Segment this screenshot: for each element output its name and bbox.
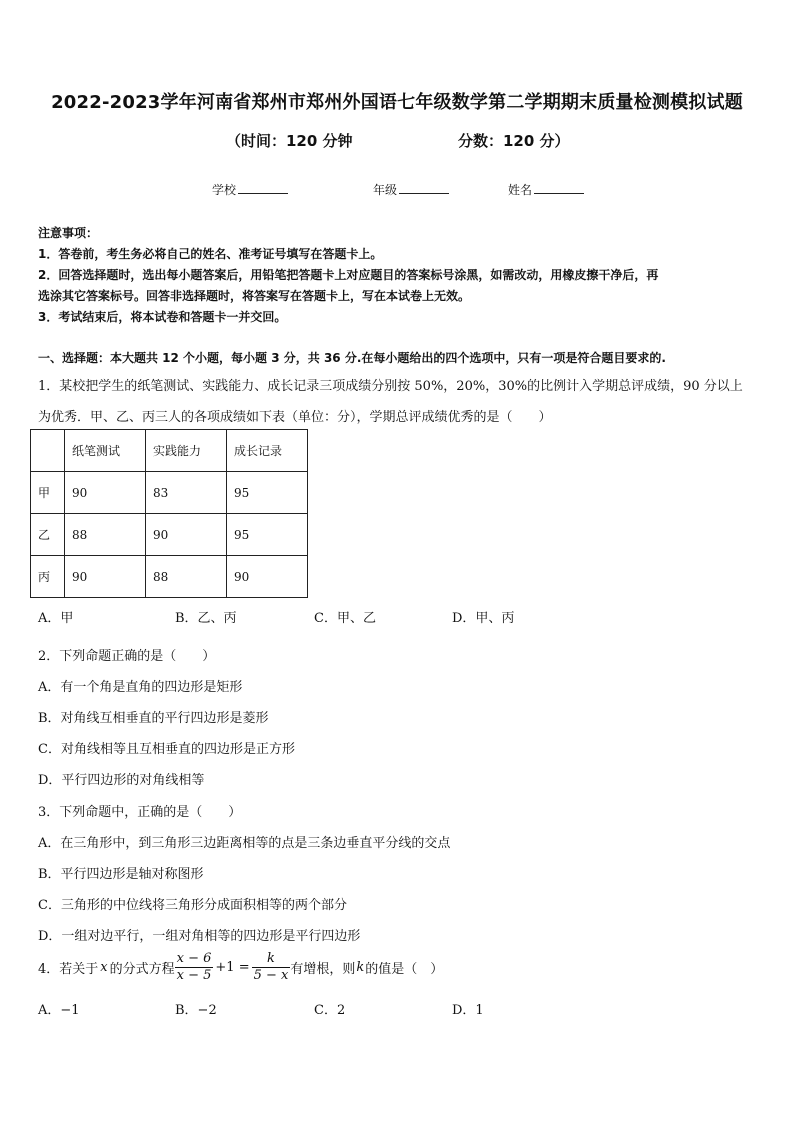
q4-suffix-b: 的值是（ ） <box>365 962 444 977</box>
table-header-cell <box>31 430 65 472</box>
table-cell: 83 <box>146 472 227 514</box>
table-cell: 90 <box>65 556 146 598</box>
q4-fraction-1 <box>175 951 214 984</box>
notes-heading: 注意事项： <box>38 226 99 240</box>
table-header-cell: 实践能力 <box>146 430 227 472</box>
q2-option-b[interactable]: B．对角线互相垂直的平行四边形是菱形 <box>38 711 269 726</box>
table-cell: 丙 <box>31 556 65 598</box>
table-cell: 90 <box>227 556 308 598</box>
q3-stem: 3．下列命题中，正确的是（ ） <box>38 805 242 820</box>
page-title: 2022-2023学年河南省郑州市郑州外国语七年级数学第二学期期末质量检测模拟试题 <box>51 92 743 113</box>
table-cell: 乙 <box>31 514 65 556</box>
q3-option-c[interactable]: C．三角形的中位线将三角形分成面积相等的两个部分 <box>38 898 347 913</box>
q1-option-b[interactable]: B．乙、丙 <box>175 611 237 626</box>
table-cell: 甲 <box>31 472 65 514</box>
q4-option-d[interactable]: D．1 <box>452 1003 484 1018</box>
q1-option-a[interactable]: A．甲 <box>38 611 74 626</box>
q1-option-c[interactable]: C．甲、乙 <box>314 611 376 626</box>
table-row <box>31 556 308 598</box>
q4-mid: 的分式方程 <box>109 962 175 977</box>
exam-time: （时间：120 分钟 <box>226 132 353 150</box>
note-item-3: 3．考试结束后，将本试卷和答题卡一并交回。 <box>38 310 287 324</box>
q1-option-d[interactable]: D．甲、丙 <box>452 611 515 626</box>
grade-field <box>373 181 449 198</box>
name-label: 姓名 <box>508 183 533 197</box>
grade-blank[interactable] <box>399 182 449 194</box>
table-header-row <box>31 430 308 472</box>
table-cell: 95 <box>227 472 308 514</box>
q4-frac1-numerator: x − 6 <box>176 951 212 966</box>
table-cell: 95 <box>227 514 308 556</box>
note-item-2-cont: 选涂其它答案标号。回答非选择题时，将答案写在答题卡上，写在本试卷上无效。 <box>38 289 471 303</box>
section-heading: 一、选择题：本大题共 12 个小题，每小题 3 分，共 36 分.在每小题给出的四个选项中，只有一项是符合题目要求的. <box>38 351 666 365</box>
table-row <box>31 472 308 514</box>
grade-label: 年级 <box>373 183 398 197</box>
q4-frac2-denominator: 5 − x <box>253 968 289 983</box>
name-field <box>508 181 584 198</box>
table-cell: 88 <box>65 514 146 556</box>
q1-stem-line2: 为优秀．甲、乙、丙三人的各项成绩如下表（单位：分），学期总评成绩优秀的是（ ） <box>38 410 552 425</box>
q3-option-a[interactable]: A．在三角形中，到三角形三边距离相等的点是三条边垂直平分线的交点 <box>38 836 451 851</box>
table-header-cell: 纸笔测试 <box>65 430 146 472</box>
table-cell: 90 <box>146 514 227 556</box>
score-table <box>30 429 308 598</box>
school-field <box>212 181 288 198</box>
q2-option-a[interactable]: A．有一个角是直角的四边形是矩形 <box>38 680 243 695</box>
q4-frac1-denominator: x − 5 <box>176 968 212 983</box>
q4-plus-one: +1 = <box>215 960 250 975</box>
q2-option-c[interactable]: C．对角线相等且互相垂直的四边形是正方形 <box>38 742 295 757</box>
name-blank[interactable] <box>534 182 584 194</box>
q4-var-k: k <box>356 960 365 975</box>
table-row <box>31 514 308 556</box>
q4-suffix-a: 有增根，则 <box>290 962 356 977</box>
q3-option-d[interactable]: D．一组对边平行，一组对角相等的四边形是平行四边形 <box>38 929 361 944</box>
q3-option-b[interactable]: B．平行四边形是轴对称图形 <box>38 867 204 882</box>
school-label: 学校 <box>212 183 237 197</box>
note-item-2: 2．回答选择题时，选出每小题答案后，用铅笔把答题卡上对应题目的答案标号涂黑，如需改动，用橡皮擦干净后，再 <box>38 268 659 282</box>
table-header-cell: 成长记录 <box>227 430 308 472</box>
q4-var-x: x <box>100 960 108 975</box>
q4-option-b[interactable]: B．−2 <box>175 1003 217 1018</box>
note-item-1: 1．答卷前，考生务必将自己的姓名、准考证号填写在答题卡上。 <box>38 247 383 261</box>
exam-score: 分数：120 分） <box>458 132 570 150</box>
q1-stem-line1: 1．某校把学生的纸笔测试、实践能力、成长记录三项成绩分别按 50%，20%，30%的比例计入学期总评成绩，90 分以上 <box>38 379 743 394</box>
q2-stem: 2．下列命题正确的是（ ） <box>38 649 216 664</box>
school-blank[interactable] <box>238 182 288 194</box>
q2-option-d[interactable]: D．平行四边形的对角线相等 <box>38 773 205 788</box>
q4-option-a[interactable]: A．−1 <box>38 1003 80 1018</box>
q4-prefix: 4．若关于 <box>38 962 99 977</box>
q4-frac2-numerator: k <box>252 951 291 968</box>
q4-fraction-2 <box>252 951 291 984</box>
table-cell: 88 <box>146 556 227 598</box>
q4-stem <box>38 951 443 984</box>
table-cell: 90 <box>65 472 146 514</box>
q4-option-c[interactable]: C．2 <box>314 1003 346 1018</box>
